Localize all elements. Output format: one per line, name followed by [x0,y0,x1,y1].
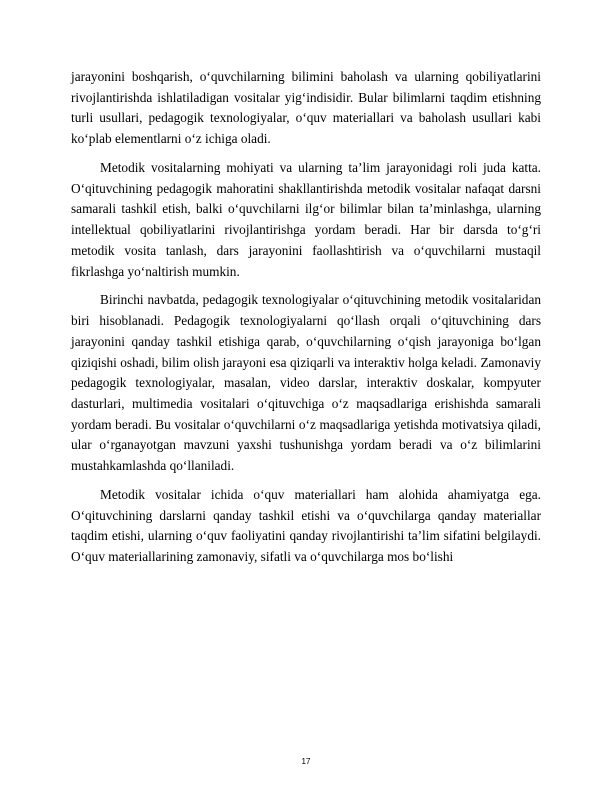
body-text [71,67,541,568]
paragraph-oquv-materiallari: Metodik vositalar ichida o‘quv materiallari ham alohida ahamiyatga ega. O‘qituvchining darslarni qanday tashkil etishi va o‘quvchilarga qanday materiallar taqdim etishi, ularning o‘quv faoliyatini qanday rivojlantirishi ta’lim sifatini belgilaydi. O‘quv materiallarining zamonaviy, sifatli va o‘quvchilarga mos bo‘lishi [71,486,541,565]
paragraph-pedagogik-texnologiyalar: Birinchi navbatda, pedagogik texnologiyalar o‘qituvchining metodik vositalaridan biri hisoblanadi. Pedagogik texnologiyalarni qo‘llash orqali o‘qituvchining dars jarayonini qanday tashkil etishiga qarab, o‘quvchilarning o‘qish jarayoniga bo‘lgan qiziqishi oshadi, bilim olish jarayoni esa qiziqarli va interaktiv holga keladi. Zamonaviy pedagogik texnologiyalar, masalan, video darslar, interaktiv doskalar, kompyuter dasturlari, multimedia vositalari o‘qituvchiga o‘z maqsadlariga erishishda samarali yordam beradi. Bu vositalar o‘quvchilarni o‘z maqsadlariga yetishda motivatsiya qiladi, ular o‘rganayotgan mavzuni yaxshi tushunishga yordam beradi va o‘z bilimlarini mustahkamlashda qo‘llaniladi. [71,292,541,474]
paragraph-continuation: jarayonini boshqarish, o‘quvchilarning bilimini baholash va ularning qobiliyatlarini rivojlantirishda ishlatiladigan vositalar yig‘indisidir. Bular bilimlarni taqdim etishning turli usullari, pedagogik texnologiyalar, o‘quv materiallari va baholash usullari kabi ko‘plab elementlarni o‘z ichiga oladi. [71,69,541,147]
paragraph-metodik-mohiyati: Metodik vositalarning mohiyati va ularning ta’lim jarayonidagi roli juda katta. O‘qituvchining pedagogik mahoratini shakllantirishda metodik vositalar nafaqat darsni samarali tashkil etish, balki o‘quvchilarni ilg‘or bilimlar bilan ta’minlashga, ularning intellektual qobiliyatlarini rivojlantirishga yordam beradi. Har bir darsda to‘g‘ri metodik vosita tanlash, dars jarayonini faollashtirish va o‘quvchilarni mustaqil fikrlashga yo‘naltirish mumkin. [71,160,541,279]
page-number: 17 [301,757,311,766]
